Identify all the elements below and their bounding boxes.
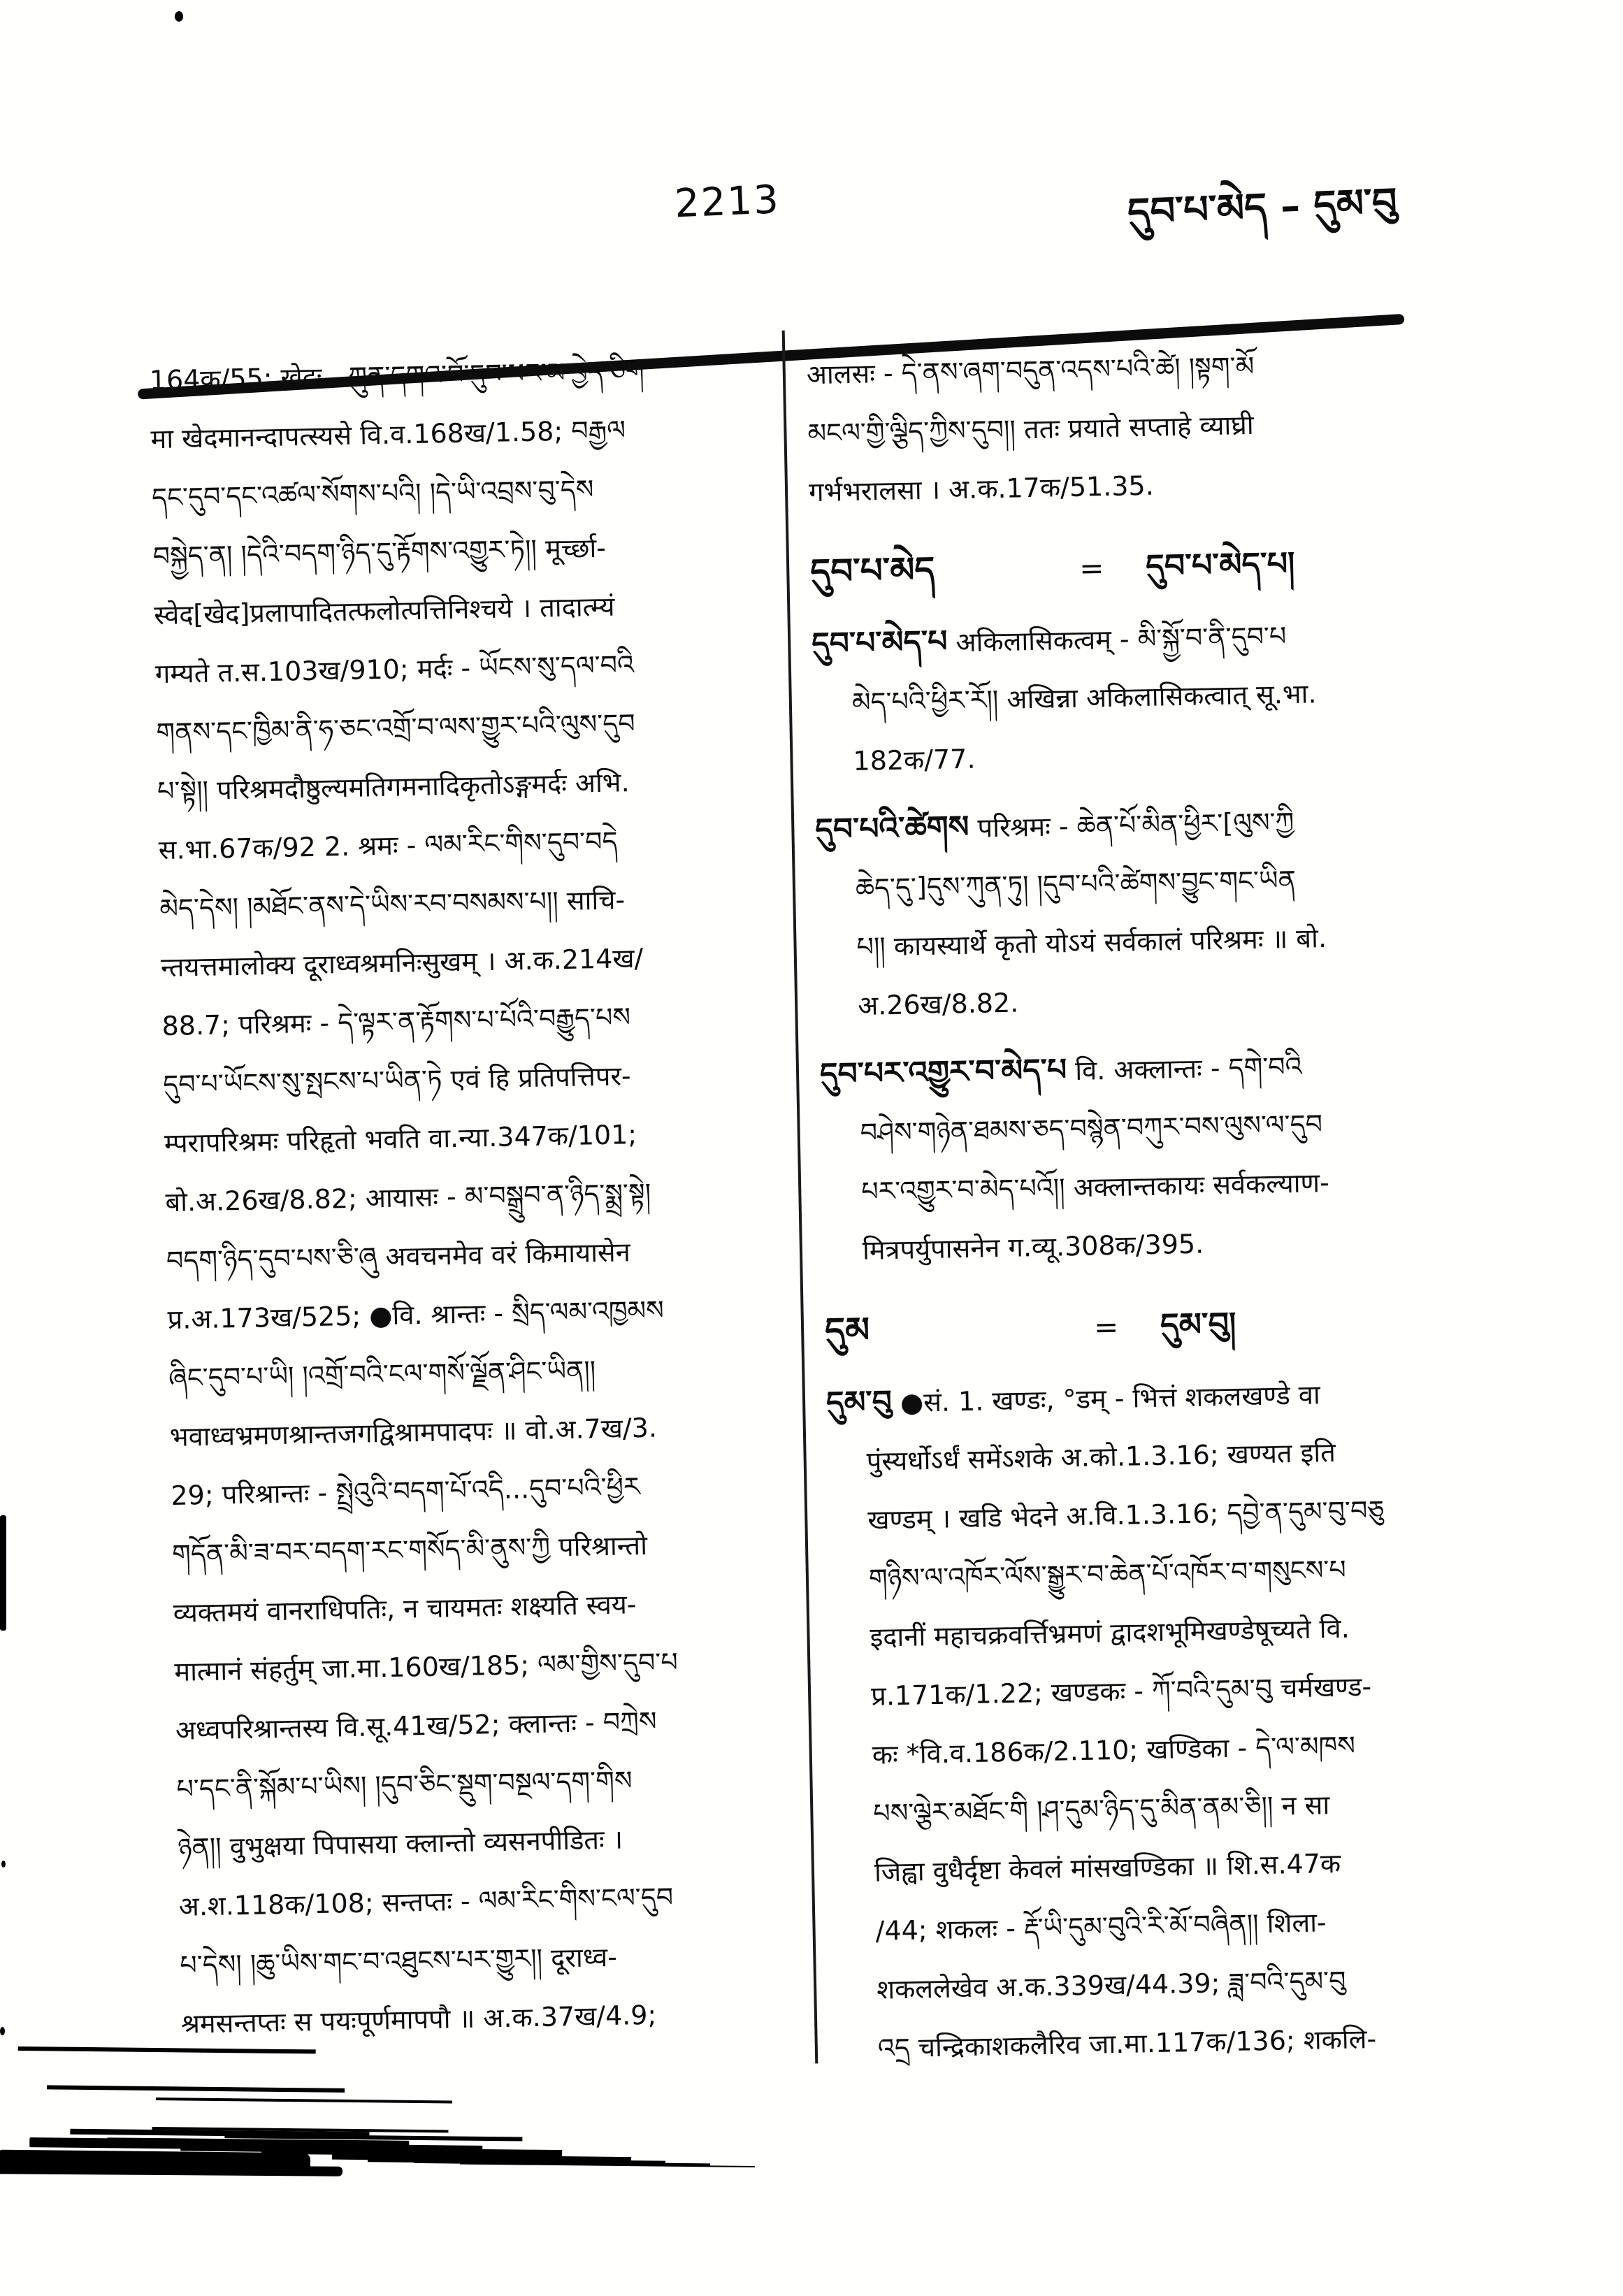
line-text: मित्रपर्युपासनेन ग.व्यू.308क/395. xyxy=(862,1228,1204,1266)
line-text: खण्डम् । खडि भेदने अ.वि.1.3.16; དབྱེ་ན་དུམ་བུ་བཅུ xyxy=(867,1494,1385,1536)
line-text: मा खेदमानन्दापत्स्यसे वि.व.168ख/1.58; བརྒྱལ xyxy=(150,414,626,455)
line-text: पुंस्यर्धोऽर्धं समेंऽशके अ.को.1.3.16; खण्यत इति xyxy=(866,1436,1336,1477)
line-text: པ།། कायस्यार्थे कृतो योऽयं सर्वकालं परिश्रमः ॥ बो. xyxy=(856,923,1327,962)
text-line xyxy=(808,450,1466,521)
cross-reference: དུམ་བུ། xyxy=(1160,1304,1236,1344)
line-text: स.भा.67क/92 2. श्रमः - ལམ་རིང་གིས་དུབ་བདེ xyxy=(158,825,618,866)
line-text: गर्भभरालसा । अ.क.17क/51.35. xyxy=(808,470,1155,508)
line-text: आलसः - དེ་ནས་ཞག་བདུན་འདས་པའི་ཚེ། །སྟག་མོ xyxy=(806,350,1255,391)
line-text: གཉིས་ལ་འཁོར་ལོས་སྒྱུར་བ་ཆེན་པོ་འཁོར་བ་གསུངས་པ xyxy=(868,1554,1347,1594)
text-line xyxy=(818,965,1476,1036)
line-text: གདོན་མི་ཟ་བར་བདག་རང་གསོད་མི་ནུས་ཀྱི परिश्रान्तो xyxy=(171,1529,648,1570)
line-text: དང་དུབ་དང་འཚལ་སོགས་པའི། །དེ་ཡི་འབྲས་བུ་དེས xyxy=(151,474,594,514)
line-text: 182क/77. xyxy=(853,743,976,777)
line-text: པས་ལྕེར་མཐོང་གི །ཤ་དུམ་ཉིད་དུ་མིན་ནམ་ཅི།། न सा xyxy=(873,1789,1330,1829)
line-text: शकललेखेव अ.क.339ख/44.39; ཟླ་བའི་དུམ་བུ xyxy=(876,1965,1346,2005)
line-text: स्वेद[खेद]प्रलापादितत्फलोत्पत्तिनिश्चये । तादात्म्यं xyxy=(153,591,615,631)
line-text: इदानीं महाचक्रवर्त्तिभ्रमणं द्वादशभूमिखण्डेषूच्यते वि. xyxy=(870,1612,1350,1653)
line-text: མེད་དེས། །མཐོང་ནས་དེ་ཡིས་རབ་བསམས་པ།། साचि- xyxy=(159,884,626,925)
entry-headword-row xyxy=(824,1285,1483,1364)
line-text: बो.अ.26ख/8.82; आयासः - མ་བསྒྲུབ་ན་ཉིད་སྨྲ་སྟེ། xyxy=(165,1177,651,1218)
line-text: ཆེད་དུ་]དུས་ཀུན་ཏུ། །དུབ་པའི་ཚེགས་བྱུང་གང་ཡིན xyxy=(855,864,1297,904)
line-text: པ་སྟེ།། परिश्रमदौष्ठुल्यमतिगमनादिकृतोऽङ्गमर्दः अभि. xyxy=(157,767,630,807)
line-text: མངལ་གྱི་ལྕིད་ཀྱིས་དུབ།། ततः प्रयाते सप्ताहे व्याघ्री xyxy=(807,409,1254,449)
line-text: म्परापरिश्रमः परिहृतो भवति वा.न्या.347क/101; xyxy=(164,1119,637,1160)
line-text: པ་དང་ནི་སྐོམ་པ་ཡིས། །དུབ་ཅིང་སྡུག་བསྔལ་དག་གིས xyxy=(176,1765,633,1805)
line-text: श्रमसन्तप्तः स पयःपूर्णमापपौ ॥ अ.क.37ख/4.9; xyxy=(180,1999,657,2039)
line-text: པར་འགྱུར་བ་མེད་པའོ།། अक्लान्तकायः सर्वकल्याण- xyxy=(860,1167,1330,1207)
entry-headword-row xyxy=(809,526,1468,605)
text-line xyxy=(814,720,1471,791)
line-text: वि. अक्लान्तः - དགེ་བའི xyxy=(1066,1050,1303,1087)
running-head: དུབ་པ་མེད – དུམ་བུ xyxy=(1127,179,1399,236)
line-text: ●सं. 1. खण्डः, °डम् - भित्तं शकलखण्डे वा xyxy=(891,1379,1321,1419)
line-text: 88.7; परिश्रमः - དེ་ལྟར་ན་རྟོགས་པ་པོའི་བརྒྱུད་པས xyxy=(161,1002,631,1042)
line-text: འདྲ चन्द्रिकाशकलैरिव जा.मा.117क/136; शकलि- xyxy=(877,2023,1377,2064)
line-text: अकिलासिकत्वम् - མི་སྐྱོ་བ་ནི་དུབ་པ xyxy=(947,621,1287,658)
scan-speck xyxy=(0,2027,5,2035)
line-text: 29; परिश्रान्तः - སྤྲེའུའི་བདག་པོ་འདི...དུབ་པའི་ཕྱིར xyxy=(171,1471,641,1511)
line-text: प्र.अ.173ख/525; ●वि. श्रान्तः - སྲིད་ལམ་འཁྱམས xyxy=(167,1294,665,1335)
entry-headword: དུབ་པའི་ཚེགས xyxy=(814,809,969,849)
entry-headword: དུབ་པ་མེད་པ xyxy=(811,623,948,663)
line-text: /44; शकलः - རྡོ་ཡི་དུམ་བུའི་རི་མོ་བཞིན།། शिला- xyxy=(875,1907,1327,1947)
entry-headword: དུམ་བུ xyxy=(825,1384,893,1421)
line-text: ཉེན།། वुभुक्षया पिपासया क्लान्तो व्यसनपीडितः । xyxy=(177,1824,623,1863)
line-text: भवाध्वभ्रमणश्रान्तजगद्विश्रामपादपः ॥ वो.अ.7ख/3. xyxy=(169,1412,658,1452)
line-text: न्तयत्तमालोक्य दूराध्वश्रमनिःसुखम् । अ.क.214ख/ xyxy=(160,942,644,983)
scan-speck xyxy=(175,11,183,22)
line-text: མེད་པའི་ཕྱིར་རོ།། अखिन्ना अकिलासिकत्वात् सू.भा. xyxy=(851,678,1317,719)
line-text: जिह्वा वुधैर्दृष्टा केवलं मांसखण्डिका ॥ शि.स.47क xyxy=(874,1847,1341,1888)
text-line xyxy=(823,1209,1480,1280)
line-text: परिश्रमः - ཆེན་པོ་མིན་ཕྱིར་[ལུས་ཀྱི xyxy=(969,806,1294,844)
line-text: अ.श.118क/108; सन्तप्तः - ལམ་རིང་གིས་ངལ་དུབ xyxy=(178,1882,674,1922)
entry-headword: དུམ xyxy=(824,1309,870,1351)
line-text: ཞིང་དུབ་པ་ཡི། །འགྲོ་བའི་ངལ་གསོ་ལྗོན་ཤིང་ཡིན།། xyxy=(168,1355,596,1394)
entry-headword: དུབ་པ་མེད xyxy=(809,549,935,593)
scan-edge-mark xyxy=(0,1515,6,1631)
entry-headword: དུབ་པར་འགྱུར་བ་མེད་པ xyxy=(819,1052,1067,1093)
cross-reference: དུབ་པ་མེད་པ། xyxy=(1145,544,1295,585)
line-text: अ.26ख/8.82. xyxy=(857,987,1019,1021)
line-text: བཤེས་གཉེན་ཐམས་ཅད་བསྙེན་བཀུར་བས་ལུས་ལ་དུབ xyxy=(860,1109,1323,1148)
line-text: བདག་ཉིད་དུབ་པས་ཅི་ཞུ अवचनमेव वरं किमायासेन xyxy=(166,1236,631,1277)
line-text: गम्यते त.स.103ख/910; मर्दः - ཡོངས་སུ་དལ་བའི xyxy=(154,649,635,690)
right-column xyxy=(806,333,1496,2079)
line-text: བསྐྱེད་ན། །དེའི་བདག་ཉིད་དུ་རྟོགས་འགྱུར་ཏེ།། मूर्च्छा- xyxy=(152,532,607,572)
line-text: པ་དེས། །ཆུ་ཡིས་གང་བ་འཐུངས་པར་གྱུར།། दूराध्व- xyxy=(179,1941,618,1981)
line-text: व्यक्तमयं वानराधिपतिः, न चायमतः शक्ष्यति स्वय- xyxy=(173,1589,637,1629)
scan-speck xyxy=(1,1861,6,1868)
line-text: कः *वि.व.186क/2.110; खण्डिका - དེ་ལ་མཁས xyxy=(872,1730,1356,1770)
equals-sign: = xyxy=(1079,551,1104,586)
page-number: 2213 xyxy=(673,177,781,227)
line-text: अध्वपरिश्रान्तस्य वि.सू.41ख/52; क्लान्तः - བཀྲེས xyxy=(175,1705,657,1746)
line-text: གནས་དང་ཁྱིམ་ནི་ཧ་ཅང་འགྲོ་བ་ལས་གྱུར་པའི་ལུས་དུབ xyxy=(156,707,636,749)
line-text: 164क/55; खेदः - ཀུན་དགའ་བོ་དུབ་པར་མ་བྱེད་ཅིག xyxy=(149,355,645,396)
equals-sign: = xyxy=(1093,1309,1119,1345)
text-line xyxy=(180,1983,800,2053)
text-line xyxy=(838,2007,1496,2079)
line-text: मात्मानं संहर्तुम् जा.मा.160ख/185; ལམ་གྱིས་དུབ་པ xyxy=(173,1647,679,1687)
left-column xyxy=(149,339,800,2053)
line-text: དུབ་པ་ཡོངས་སུ་སྤངས་པ་ཡིན་ཏེ एवं हि प्रतिपत्तिपर- xyxy=(162,1060,631,1101)
line-text: प्र.171क/1.22; खण्डकः - ཀོ་བའི་དུམ་བུ चर्मखण्ड- xyxy=(870,1671,1372,1712)
